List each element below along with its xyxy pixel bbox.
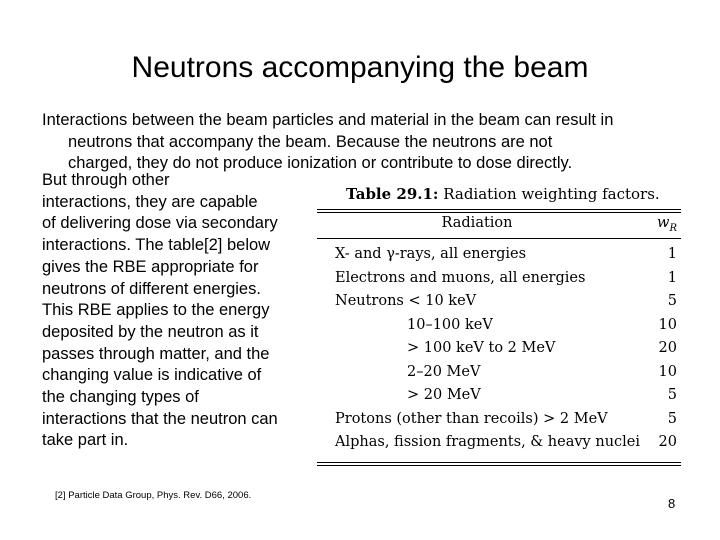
body-line: neutrons of different energies. bbox=[42, 279, 261, 298]
body-line: interactions. The table[2] below bbox=[42, 236, 271, 255]
table-row bbox=[317, 270, 681, 294]
row-label: 2–20 MeV bbox=[407, 363, 481, 380]
table-bottom-rule bbox=[317, 462, 681, 463]
intro-line-3: charged, they do not produce ionization or contribute to dose directly. bbox=[68, 154, 573, 172]
intro-line-2: neutrons that accompany the beam. Because the neutrons are not bbox=[68, 132, 553, 151]
body-line: changing value is indicative of bbox=[42, 366, 262, 385]
body-paragraph bbox=[42, 170, 317, 452]
page-number: 8 bbox=[668, 496, 676, 511]
body-line: the changing types of bbox=[42, 388, 199, 407]
body-line: of delivering dose via secondary bbox=[42, 214, 278, 233]
body-line: deposited by the neutron as it bbox=[42, 322, 259, 341]
table-bottom-rule-inner bbox=[317, 465, 681, 466]
header-weight-symbol: w bbox=[657, 215, 670, 231]
body-line: take part in. bbox=[42, 431, 129, 450]
table-row bbox=[317, 293, 681, 317]
footnote: [2] Particle Data Group, Phys. Rev. D66, 2006. bbox=[55, 490, 252, 501]
row-value: 10 bbox=[658, 316, 677, 333]
body-line: This RBE applies to the energy bbox=[42, 301, 270, 320]
row-label: Electrons and muons, all energies bbox=[335, 269, 586, 286]
row-value: 10 bbox=[658, 363, 677, 380]
header-radiation: Radiation bbox=[441, 215, 513, 231]
intro-paragraph bbox=[42, 110, 682, 175]
body-line: But through other bbox=[42, 171, 170, 189]
table-header-rule bbox=[317, 238, 681, 239]
row-value: 20 bbox=[658, 340, 677, 356]
table-row bbox=[317, 246, 681, 270]
table-row bbox=[317, 387, 681, 411]
row-value: 5 bbox=[667, 410, 677, 427]
table-row bbox=[317, 411, 681, 435]
table-header bbox=[317, 213, 681, 237]
intro-line-1: Interactions between the beam particles and material in the beam can result in bbox=[42, 111, 614, 129]
row-label: > 100 keV to 2 MeV bbox=[407, 340, 556, 356]
row-value: 5 bbox=[667, 293, 677, 309]
row-label: X- and γ-rays, all energies bbox=[335, 246, 527, 262]
body-line: interactions, they are capable bbox=[42, 192, 258, 211]
header-weight bbox=[657, 215, 677, 234]
table-caption bbox=[346, 184, 686, 204]
table-row bbox=[317, 434, 681, 458]
table-caption-label: Table 29.1: bbox=[346, 185, 439, 203]
row-value: 1 bbox=[667, 269, 677, 286]
table-row bbox=[317, 340, 681, 364]
table-row bbox=[317, 364, 681, 388]
body-line: interactions that the neutron can bbox=[42, 409, 278, 428]
body-line: gives the RBE appropriate for bbox=[42, 257, 259, 276]
header-weight-subscript: R bbox=[669, 222, 677, 234]
row-value: 20 bbox=[658, 434, 677, 450]
row-label: Alphas, fission fragments, & heavy nuclei bbox=[335, 434, 641, 450]
table-row bbox=[317, 317, 681, 341]
table-caption-text: Radiation weighting factors. bbox=[443, 185, 660, 203]
row-value: 1 bbox=[667, 246, 677, 262]
slide-title: Neutrons accompanying the beam bbox=[131, 51, 589, 84]
row-label: > 20 MeV bbox=[407, 387, 481, 403]
row-value: 5 bbox=[667, 387, 677, 403]
row-label: Protons (other than recoils) > 2 MeV bbox=[335, 410, 608, 427]
table-top-rule bbox=[317, 209, 681, 210]
body-line: passes through matter, and the bbox=[42, 344, 270, 363]
row-label: 10–100 keV bbox=[407, 316, 493, 333]
row-label: Neutrons < 10 keV bbox=[335, 293, 477, 309]
table-body bbox=[317, 246, 681, 458]
